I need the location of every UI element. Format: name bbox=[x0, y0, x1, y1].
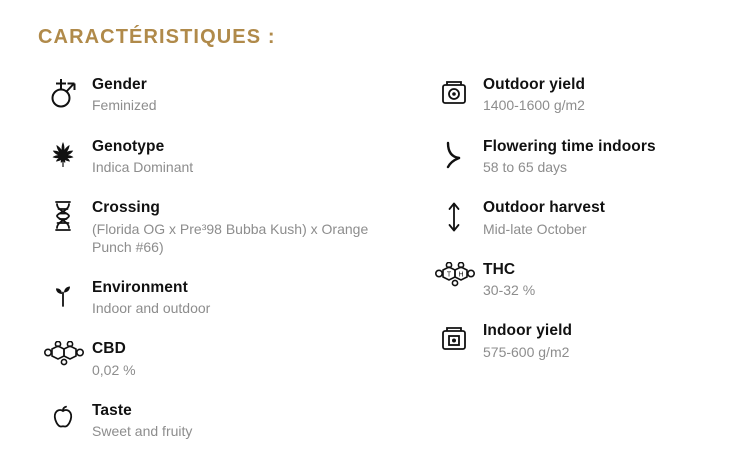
item-label: Environment bbox=[92, 278, 188, 296]
list-item bbox=[34, 75, 379, 115]
apple-icon bbox=[34, 401, 92, 433]
sprout-icon bbox=[34, 278, 92, 310]
svg-text:H: H bbox=[458, 271, 464, 279]
list-item-text bbox=[92, 278, 379, 318]
list-item bbox=[34, 137, 379, 177]
list-item bbox=[425, 198, 724, 238]
item-label: Crossing bbox=[92, 199, 160, 217]
list-item-text bbox=[483, 260, 724, 300]
list-item-text bbox=[92, 198, 379, 256]
indoor-yield-box-icon bbox=[425, 321, 483, 355]
item-value: Feminized bbox=[92, 97, 157, 114]
item-value: Indoor and outdoor bbox=[92, 300, 211, 317]
list-item-text bbox=[483, 198, 724, 238]
list-item bbox=[34, 198, 379, 256]
list-item-text bbox=[92, 401, 379, 441]
right-column bbox=[379, 75, 724, 463]
item-value: 58 to 65 days bbox=[483, 158, 568, 175]
list-item-text bbox=[483, 75, 724, 115]
list-item bbox=[425, 260, 724, 300]
item-label: Outdoor yield bbox=[483, 76, 586, 93]
molecule-icon bbox=[34, 339, 92, 367]
list-item bbox=[425, 321, 724, 361]
item-value: 575-600 g/m2 bbox=[483, 343, 570, 360]
list-item-text bbox=[92, 75, 379, 115]
dna-helix-icon bbox=[34, 198, 92, 232]
item-value: 1400-1600 g/m2 bbox=[483, 97, 585, 114]
item-label: CBD bbox=[92, 340, 126, 358]
page-title: CARACTÉRISTIQUES : bbox=[38, 26, 276, 48]
list-item-text bbox=[483, 137, 724, 177]
list-item-text bbox=[92, 339, 379, 379]
item-value: Mid-late October bbox=[483, 220, 587, 237]
item-value: Indica Dominant bbox=[92, 158, 194, 175]
cannabis-leaf-icon bbox=[34, 137, 92, 169]
sickle-icon bbox=[425, 137, 483, 171]
item-value: (Florida OG x Pre³98 Bubba Kush) x Orange Punch #66) bbox=[92, 220, 369, 255]
gender-symbol-icon bbox=[34, 75, 92, 111]
outdoor-yield-box-icon bbox=[425, 75, 483, 109]
list-item-text bbox=[483, 321, 724, 361]
item-value: 0,02 % bbox=[92, 361, 136, 378]
list-item bbox=[34, 278, 379, 318]
item-label: Taste bbox=[92, 402, 132, 419]
list-item bbox=[425, 75, 724, 115]
list-item bbox=[34, 339, 379, 379]
item-label: Gender bbox=[92, 76, 147, 93]
left-column bbox=[34, 75, 379, 463]
item-label: Flowering time indoors bbox=[483, 137, 656, 155]
item-label: Outdoor harvest bbox=[483, 199, 606, 217]
list-item bbox=[425, 137, 724, 177]
item-value: 30-32 % bbox=[483, 282, 536, 299]
list-item bbox=[34, 401, 379, 441]
thc-molecule-icon bbox=[425, 260, 483, 288]
item-label: THC bbox=[483, 260, 516, 278]
list-item-text bbox=[92, 137, 379, 177]
vertical-arrow-icon bbox=[425, 198, 483, 234]
svg-text:T: T bbox=[446, 271, 452, 279]
characteristics-columns bbox=[34, 75, 724, 463]
item-label: Indoor yield bbox=[483, 322, 573, 340]
item-value: Sweet and fruity bbox=[92, 423, 193, 440]
item-label: Genotype bbox=[92, 137, 165, 155]
